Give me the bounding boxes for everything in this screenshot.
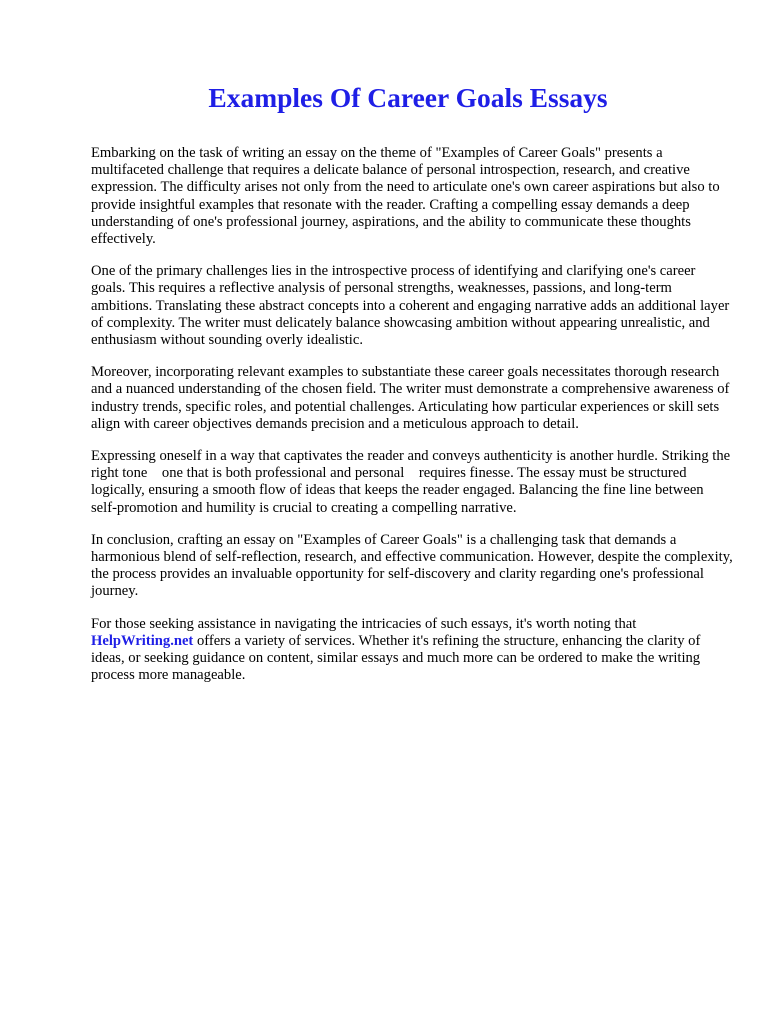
closing-prefix: For those seeking assistance in navigating the intricacies of such essays, it's worth noting that [91, 615, 637, 632]
paragraph-expression: Expressing oneself in a way that captivates the reader and conveys authenticity is another hurdle. Striking the right tone one that is both professional and personal requires finesse. The essay must be structured logically, ensuring a smooth flow of ideas that keeps the reader engaged. Balancing the fine line between self-promotion and humility is crucial to creating a compelling narrative. [91, 448, 731, 516]
paragraph-challenges: One of the primary challenges lies in the introspective process of identifying and clarifying one's career goals. This requires a reflective analysis of personal strengths, weaknesses, passions, and long-term ambitions. Translating these abstract concepts into a coherent and engaging narrative adds an additional layer of complexity. The writer must delicately balance showcasing ambition without appearing unrealistic, and enthusiasm without sounding overly idealistic. [91, 263, 730, 349]
helpwriting-link[interactable]: HelpWriting.net [91, 632, 194, 649]
page-title: Examples Of Career Goals Essays [208, 82, 608, 113]
paragraph-closing [91, 616, 733, 685]
paragraph-intro: Embarking on the task of writing an essay on the theme of "Examples of Career Goals" presents a multifaceted challenge that requires a delicate balance of personal introspection, research, and creative expression. The difficulty arises not only from the need to articulate one's own career aspirations but also to provide insightful examples that resonate with the reader. Crafting a compelling essay demands a deep understanding of one's professional journey, aspirations, and the ability to communicate these thoughts effectively. [91, 145, 720, 248]
closing-suffix: offers a variety of services. Whether it's refining the structure, enhancing the clarity of ideas, or seeking guidance on content, similar essays and much more can be ordered to make the writing process more manageable. [91, 632, 701, 684]
paragraph-conclusion: In conclusion, crafting an essay on "Examples of Career Goals" is a challenging task that demands a harmonious blend of self-reflection, research, and effective communication. However, despite the complexity, the process provides an invaluable opportunity for self-discovery and clarity regarding one's professional journey. [91, 531, 733, 600]
essay-body [91, 145, 733, 699]
paragraph-examples: Moreover, incorporating relevant examples to substantiate these career goals necessitates thorough research and a nuanced understanding of the chosen field. The writer must demonstrate a comprehensive awareness of industry trends, specific roles, and potential challenges. Articulating how particular experiences or skill sets align with career objectives demands precision and a meticulous approach to detail. [91, 364, 730, 432]
